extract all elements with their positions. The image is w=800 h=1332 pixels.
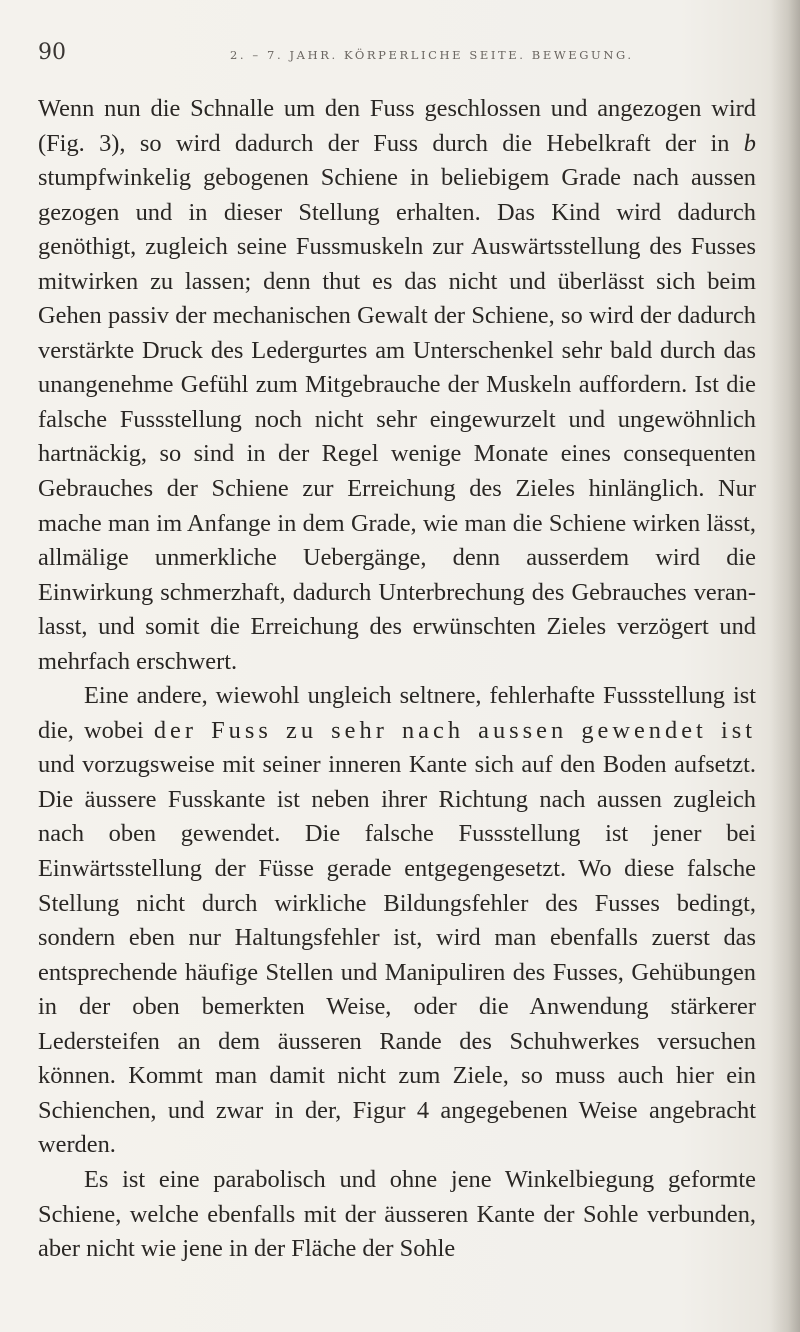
text-run: Eine andere, wiewohl ungleich seltnere, fehlerhafte Fussstellung ist die, wobei: [38, 682, 756, 744]
paragraph-1: [38, 92, 756, 679]
text-run: und vorzugsweise mit seiner inneren Kante sich auf den Boden aufsetzt. Die äussere Fusskante ist neben ihrer Richtung nach aussen zugleich nach oben gewendet. Die falsche Fussstellung ist jener bei Einwärtsstellung der Füsse gerade entgegengesetzt. Wo diese falsche Stellung nicht durch wirkliche Bildungsfehler des Fusses bedingt, sondern eben nur Haltungsfehler ist, wird man ebenfalls zuerst das entsprechende häufige Stellen und Manipuliren des Fusses, Gehübungen in der oben bemerkten Weise, oder die Anwendung stärkerer Ledersteifen an dem äusseren Rande des Schuhwerkes versuchen können. Kommt man damit nicht zum Ziele, so muss auch hier ein Schienchen, und zwar in der, Figur 4 angegebenen Weise angebracht werden.: [38, 751, 756, 1159]
page-number: 90: [38, 40, 66, 65]
body-text: [38, 92, 756, 1267]
running-head: 2. – 7. JAHR. KÖRPERLICHE SEITE. BEWEGUNG.: [230, 48, 634, 62]
page-edge-shadow: [770, 0, 800, 1332]
paragraph-2: [38, 679, 756, 1163]
paragraph-3: [38, 1163, 756, 1267]
italic-text: b: [743, 129, 756, 157]
text-run: stumpfwinkelig gebogenen Schiene in beliebigem Grade nach aussen gezogen und in dieser Stellung erhalten. Das Kind wird dadurch genöthigt, zugleich seine Fussmuskeln zur Auswärtsstellung des Fusses mitwirken zu lassen; denn thut es das nicht und überlässt sich beim Gehen passiv der mechanischen Gewalt der Schiene, so wird der dadurch verstärkte Druck des Ledergurtes am Unterschenkel sehr bald durch das unangenehme Gefühl zum Mitgebrauche der Muskeln auffordern. Ist die falsche Fussstellung noch nicht sehr eingewurzelt und ungewöhnlich hartnäckig, so sind in der Regel wenige Monate eines consequenten Gebrauches der Schiene zur Erreichung des Zieles hinlänglich. Nur mache man im Anfange in dem Grade, wie man die Schiene wirken lässt, allmälige unmerkliche Uebergänge, denn ausserdem wird die Einwirkung schmerzhaft, dadurch Unterbrechung des Gebrauches veranlasst, und somit die Erreichung des erwünschten Zieles verzögert und mehrfach erschwert.: [38, 164, 756, 675]
emphasized-text: der Fuss zu sehr nach aussen gewendet ist: [153, 716, 756, 744]
text-run: Wenn nun die Schnalle um den Fuss geschlossen und angezogen wird (Fig. 3), so wird dadurch der Fuss durch die Hebelkraft der in: [38, 95, 756, 157]
text-run: Es ist eine parabolisch und ohne jene Winkelbiegung geformte Schiene, welche ebenfalls mit der äusseren Kante der Sohle verbunden, aber nicht wie jene in der Fläche der Sohle: [38, 1165, 756, 1263]
page-header: [38, 40, 758, 70]
